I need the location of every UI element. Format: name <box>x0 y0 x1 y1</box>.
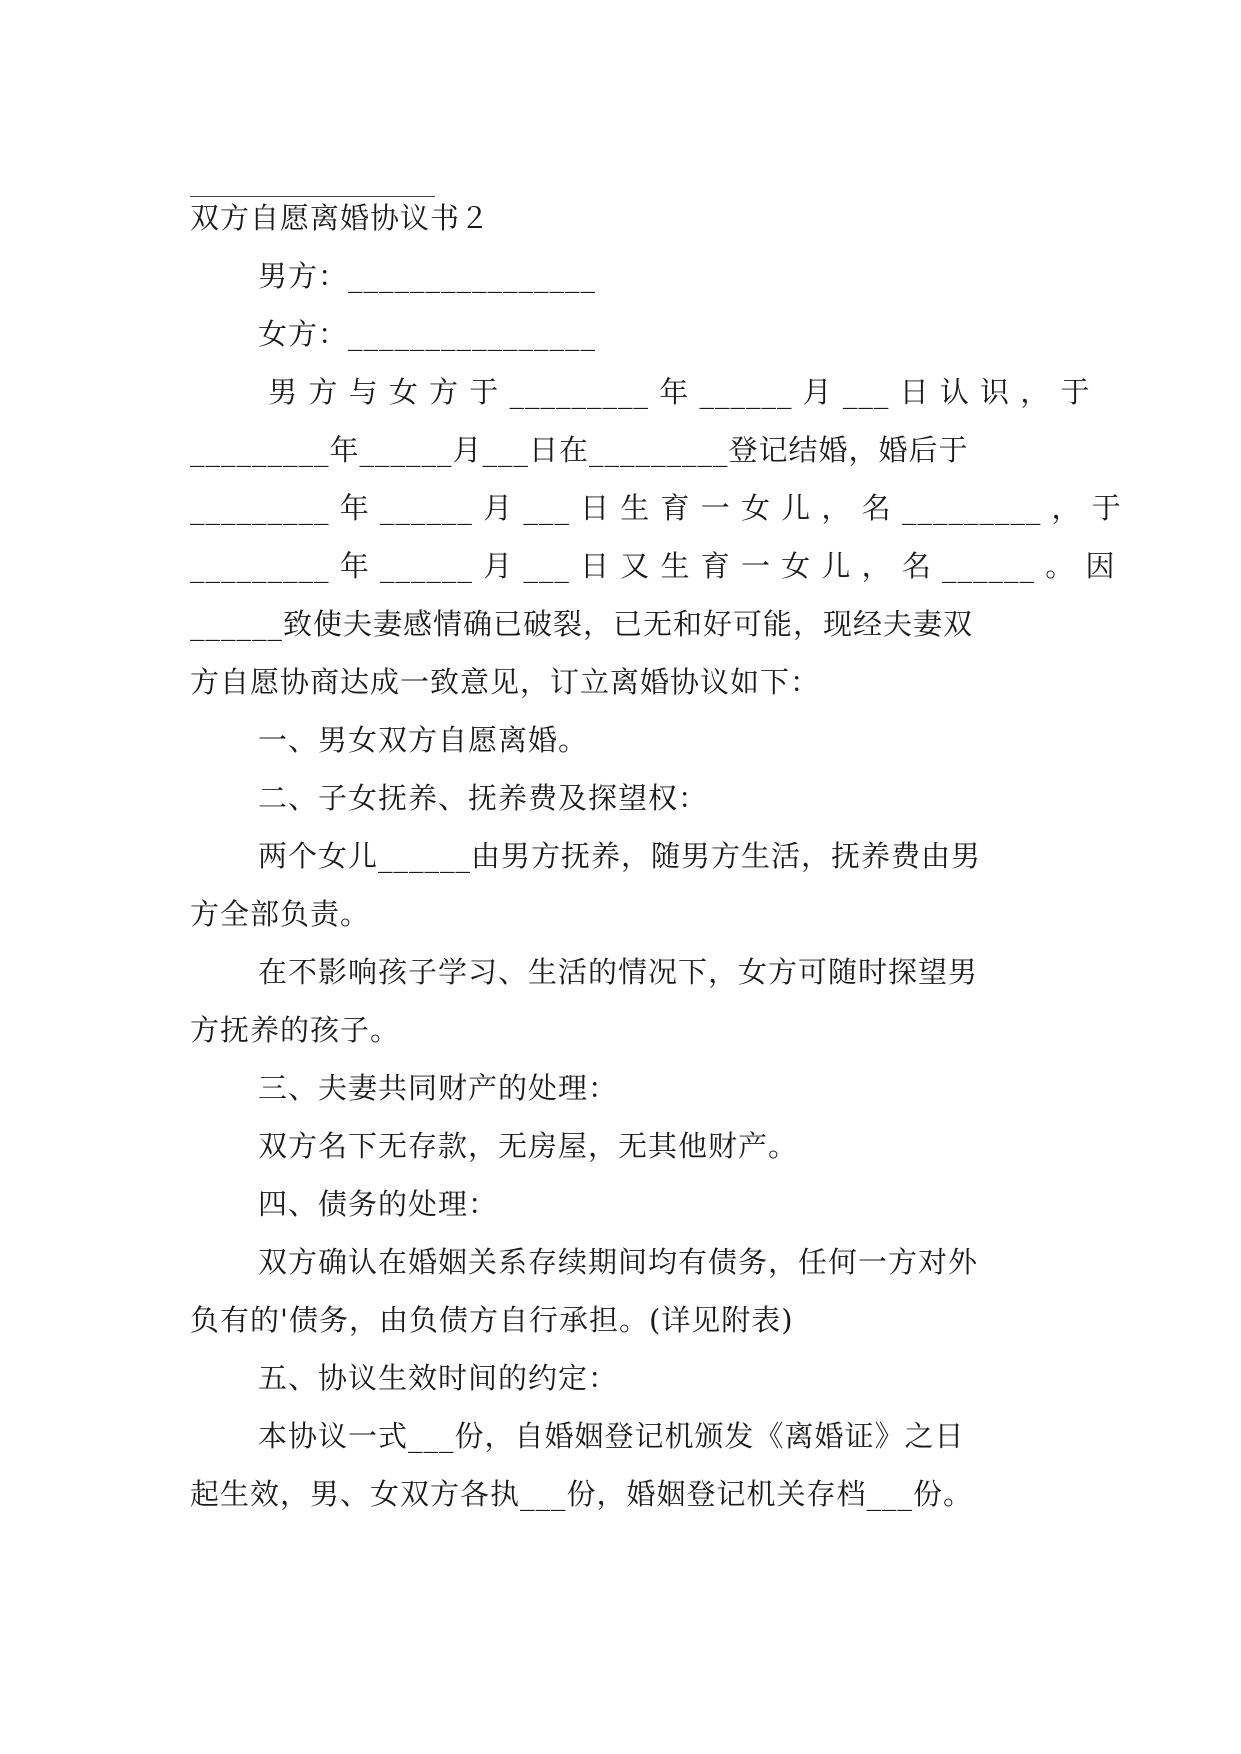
clause-2-text-1a: 两个女儿______由男方抚养，随男方生活，抚养费由男 <box>258 839 982 873</box>
clause-4-text-b: 负有的'债务，由负债方自行承担。(详见附表) <box>190 1303 794 1337</box>
clause-2-text-2a: 在不影响孩子学习、生活的情况下，女方可随时探望男 <box>258 955 979 989</box>
top-rule <box>190 196 435 197</box>
intro-line-3: _________ 年 ______ 月 ___ 日 生 育 一 女 儿 ， 名 _________ ， 于 <box>190 491 1122 525</box>
clause-5-heading: 五、协议生效时间的约定： <box>258 1361 619 1395</box>
clause-3-text: 双方名下无存款，无房屋，无其他财产。 <box>258 1129 799 1163</box>
intro-line-6: 方自愿协商达成一致意见，订立离婚协议如下： <box>190 665 821 699</box>
clause-2-text-1b: 方全部负责。 <box>190 897 371 931</box>
clause-2-heading: 二、子女抚养、抚养费及探望权： <box>258 781 709 815</box>
woman-field: 女方：________________ <box>258 317 597 351</box>
intro-line-2: _________年______月___日在_________登记结婚，婚后于 <box>190 433 969 467</box>
clause-5-text-b: 起生效，男、女双方各执___份，婚姻登记机关存档___份。 <box>190 1477 974 1511</box>
intro-line-5: ______致使夫妻感情确已破裂，已无和好可能，现经夫妻双 <box>190 607 974 641</box>
clause-2-text-2b: 方抚养的孩子。 <box>190 1013 401 1047</box>
clause-4-text-a: 双方确认在婚姻关系存续期间均有债务，任何一方对外 <box>258 1245 979 1279</box>
clause-3-heading: 三、夫妻共同财产的处理： <box>258 1071 619 1105</box>
intro-line-1: 男 方 与 女 方 于 _________ 年 ______ 月 ___ 日 认 识 ， 于 <box>258 375 1091 409</box>
clause-1: 一、男女双方自愿离婚。 <box>258 723 589 757</box>
document-title: 双方自愿离婚协议书２ <box>190 201 491 235</box>
clause-5-text-a: 本协议一式___份，自婚姻登记机颁发《离婚证》之日 <box>258 1419 965 1453</box>
man-field: 男方：________________ <box>258 259 597 293</box>
clause-4-heading: 四、债务的处理： <box>258 1187 499 1221</box>
intro-line-4: _________ 年 ______ 月 ___ 日 又 生 育 一 女 儿 ， 名 ______ 。 因 <box>190 549 1116 583</box>
